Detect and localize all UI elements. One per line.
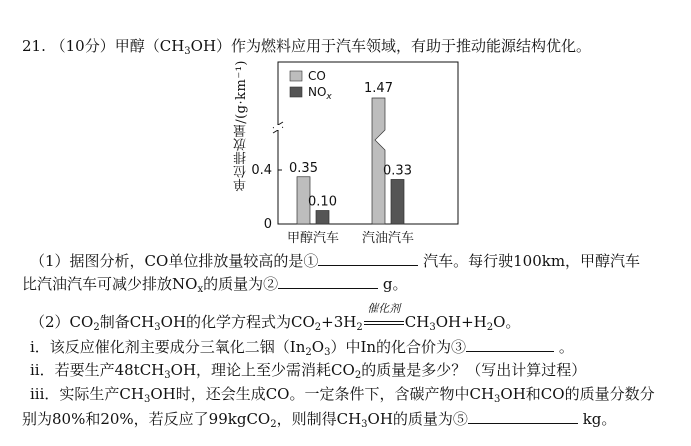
x-tick-label: 甲醇汽车	[286, 231, 340, 246]
part1-line1	[30, 251, 640, 270]
subscript: 2	[486, 322, 494, 333]
subscript: 3	[164, 370, 171, 381]
data-label: 1.47	[364, 81, 393, 96]
legend-swatch-nox	[290, 87, 302, 97]
part-i-text: 。	[558, 338, 574, 356]
subscript: 3	[494, 394, 501, 405]
subscript: 2	[270, 419, 277, 430]
part2-equation	[30, 302, 521, 333]
bar-nox-0	[316, 211, 329, 225]
part-iii-line1	[30, 385, 655, 403]
part-ii-text: 的质量是多少？（写出计算过程）	[361, 361, 587, 379]
y-axis-break-gap	[274, 125, 282, 130]
part2-text: CH	[404, 313, 430, 331]
part-i	[30, 337, 574, 356]
subscript: 3	[324, 347, 331, 358]
data-label: 0.35	[289, 160, 318, 176]
question-title	[22, 37, 591, 55]
question-intro-tail: OH）作为燃料应用于汽车领域，有助于推动能源结构优化。	[190, 37, 592, 55]
part-iii-text: ，则制得CH	[276, 410, 362, 428]
reaction-arrow	[363, 302, 405, 331]
bar-nox-1	[391, 179, 404, 224]
chart-svg	[228, 58, 468, 248]
subscript: 2	[356, 322, 363, 333]
legend-swatch-co	[290, 71, 302, 81]
part-iii-text: OH时，还会生成CO。一定条件下，含碳产物中CH	[150, 385, 495, 403]
bar-co-1	[372, 98, 385, 224]
subscript: x	[197, 284, 204, 295]
part-ii	[30, 361, 586, 379]
part1-text: 的质量为②	[203, 275, 279, 293]
part-iii-text: OH的质量为⑤	[367, 410, 468, 428]
subscript: 3	[143, 394, 151, 405]
y-axis-label: 单位排放量/(g·km⁻¹)	[234, 60, 249, 192]
subscript: 2	[305, 347, 312, 358]
part1-text: 比汽油汽车可减少排放NO	[22, 275, 198, 293]
part2-text: OH+H	[435, 313, 487, 331]
y-axis-label-wrap	[232, 60, 252, 210]
part2-text: O。	[493, 313, 521, 331]
part-iii-text: kg。	[582, 410, 617, 428]
part1-text: （1）据图分析，CO单位排放量较高的是①	[30, 252, 319, 270]
part2-text: OH的化学方程式为CO	[160, 313, 315, 331]
y-tick-label: 0.4	[251, 163, 272, 178]
part-i-text: O	[311, 338, 325, 356]
part1-text: g。	[382, 275, 408, 293]
part-iii-text: iii．实际生产CH	[30, 385, 144, 403]
part1-text: 汽车。每行驶100km，甲醇汽车	[423, 252, 641, 270]
legend-label-co: CO	[308, 69, 326, 83]
subscript: 2	[314, 322, 322, 333]
subscript: 3	[184, 46, 191, 57]
answer-blank-3[interactable]	[466, 337, 554, 352]
data-label: 0.10	[308, 194, 337, 210]
part1-line2	[22, 274, 407, 293]
y-tick-label: 0	[263, 217, 272, 232]
part-iii-text: OH和CO的质量分数分	[500, 385, 655, 403]
part-i-text: ）中In的化合价为③	[330, 338, 467, 356]
part2-text: 制备CH	[99, 313, 155, 331]
question-intro: 甲醇（CH	[114, 37, 185, 55]
subscript: 2	[354, 370, 362, 381]
x-tick-label: 汽油汽车	[361, 231, 415, 246]
subscript: 2	[93, 322, 100, 333]
legend-label-nox: $NO_x$	[308, 85, 332, 102]
part2-text: +3H	[321, 313, 357, 331]
subscript: 3	[361, 419, 368, 430]
answer-blank-5[interactable]	[468, 409, 578, 424]
catalyst-label: 催化剂	[367, 302, 401, 315]
part-ii-text: ii．若要生产48tCH	[30, 361, 165, 379]
emission-bar-chart	[228, 58, 468, 248]
part-iii-line2	[22, 409, 616, 428]
part-i-text: i．该反应催化剂主要成分三氧化二铟（In	[30, 338, 306, 356]
subscript: 3	[429, 322, 436, 333]
question-score: （10分）	[50, 37, 115, 55]
answer-blank-2[interactable]	[278, 274, 378, 289]
subscript: 3	[154, 322, 161, 333]
legend-subscript: x	[326, 92, 332, 102]
part-ii-text: OH，理论上至少需消耗CO	[170, 361, 355, 379]
answer-blank-1[interactable]	[318, 251, 418, 266]
equals-arrow	[364, 321, 404, 325]
data-label: 0.33	[383, 163, 412, 179]
question-number: 21.	[22, 37, 46, 55]
part2-text: （2）CO	[30, 313, 94, 331]
part-iii-text: 别为80%和20%，若反应了99kgCO	[22, 410, 271, 428]
